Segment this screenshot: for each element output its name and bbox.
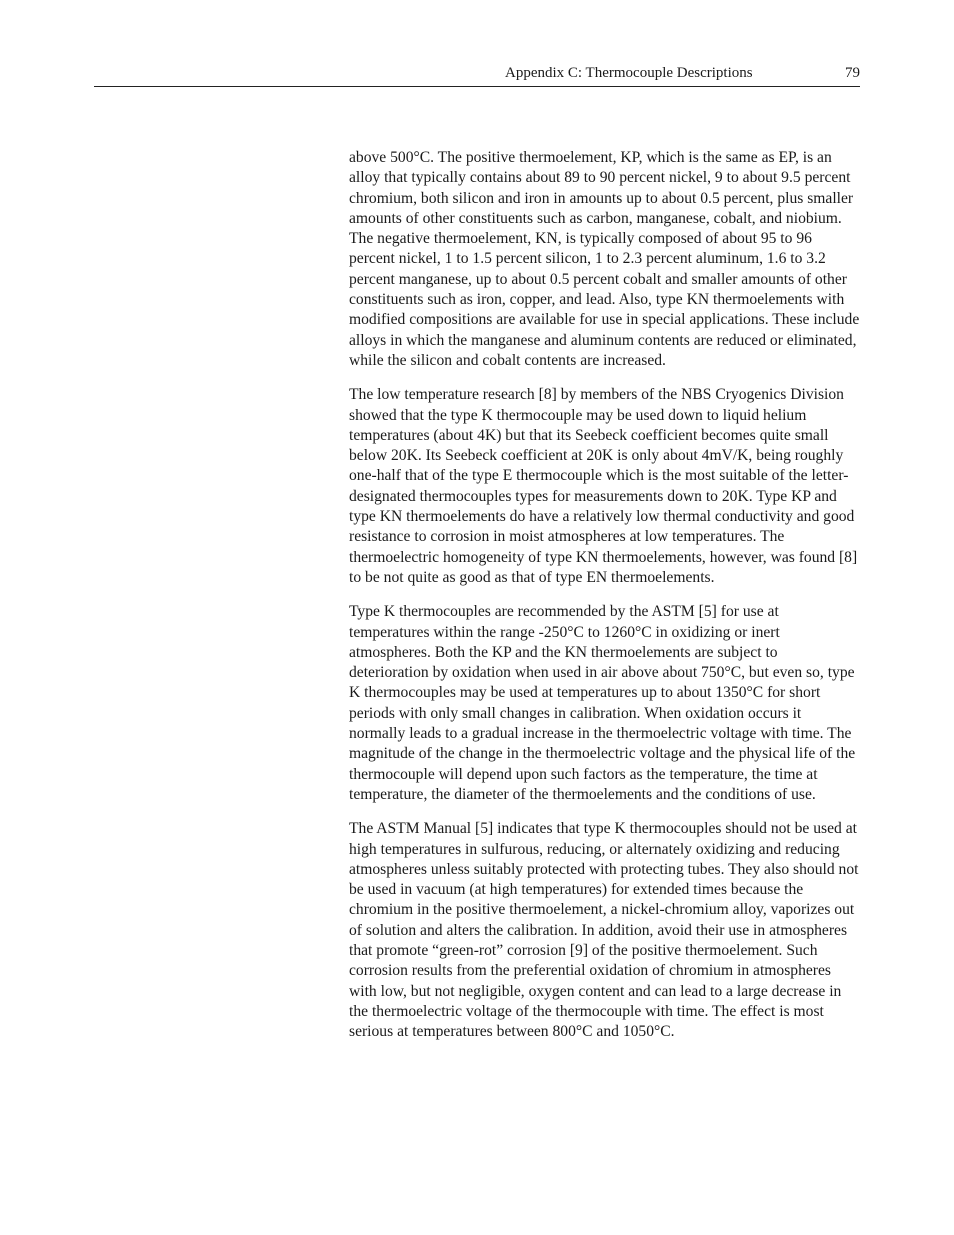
running-title: Appendix C: Thermocouple Descriptions bbox=[505, 65, 753, 81]
paragraph-1: above 500°C. The positive thermoelement, KP, which is the same as EP, is an alloy that typically contains about 89 to 90 percent nickel, 9 to about 9.5 percent chromium, both silicon and iron in amounts up to about 0.5 percent, plus smaller amounts of other constituents such as carbon, manganese, cobalt, and niobium. The negative thermoelement, KN, is typically composed of about 95 to 96 percent nickel, 1 to 1.5 percent silicon, 1 to 2.3 percent aluminum, 1.6 to 3.2 percent manganese, up to about 0.5 percent cobalt and smaller amounts of other constituents such as iron, copper, and lead. Also, type KN thermoelements with modified compositions are available for use in special applications. These include alloys in which the manganese and aluminum contents are reduced or eliminated, while the silicon and cobalt contents are increased. bbox=[349, 149, 860, 369]
paragraph-2: The low temperature research [8] by members of the NBS Cryogenics Division showed that the type K thermocouple may be used down to liquid helium temperatures (about 4K) but that its Seebeck coefficient becomes quite small below 20K. Its Seebeck coefficient at 20K is only about 4mV/K, being roughly one-half that of the type E thermocouple which is the most suitable of the letter-designated thermocouples types for measurements down to 20K. Type KP and type KN thermoelements do have a relatively low thermal conductivity and good resistance to corrosion in moist atmospheres at low temperatures. The thermoelectric homogeneity of type KN thermoelements, however, was found [8] to be not quite as good as that of type EN thermoelements. bbox=[349, 386, 858, 586]
running-header bbox=[94, 60, 860, 87]
paragraph-4: The ASTM Manual [5] indicates that type K thermocouples should not be used at high temperatures in sulfurous, reducing, or alternately oxidizing and reducing atmospheres unless suitably protected with protecting tubes. They also should not be used in vacuum (at high temperatures) for extended times because the chromium in the positive thermoelement, a nickel-chromium alloy, vaporizes out of solution and alters the calibration. In addition, avoid their use in atmospheres that promote “green-rot” corrosion [9] of the positive thermoelement. Such corrosion results from the preferential oxidation of chromium in atmospheres with low, but not negligible, oxygen content and can lead to a large decrease in the thermoelectric voltage of the thermocouple with time. The effect is most serious at temperatures between 800°C and 1050°C. bbox=[349, 820, 859, 1041]
body-text bbox=[349, 148, 861, 1056]
paragraph-3: Type K thermocouples are recommended by the ASTM [5] for use at temperatures within the range -250°C to 1260°C in oxidizing or inert atmospheres. Both the KP and the KN thermoelements are subject to deterioration by oxidation when used in air above about 750°C, but even so, type K thermocouples may be used at temperatures up to about 1350°C for short periods with only small changes in calibration. When oxidation occurs it normally leads to a gradual increase in the thermoelectric voltage with time. The magnitude of the change in the thermoelectric voltage and the physical life of the thermocouple will depend upon such factors as the temperature, the time at temperature, the diameter of the thermoelements and the conditions of use. bbox=[349, 603, 856, 803]
page-number: 79 bbox=[845, 65, 860, 81]
